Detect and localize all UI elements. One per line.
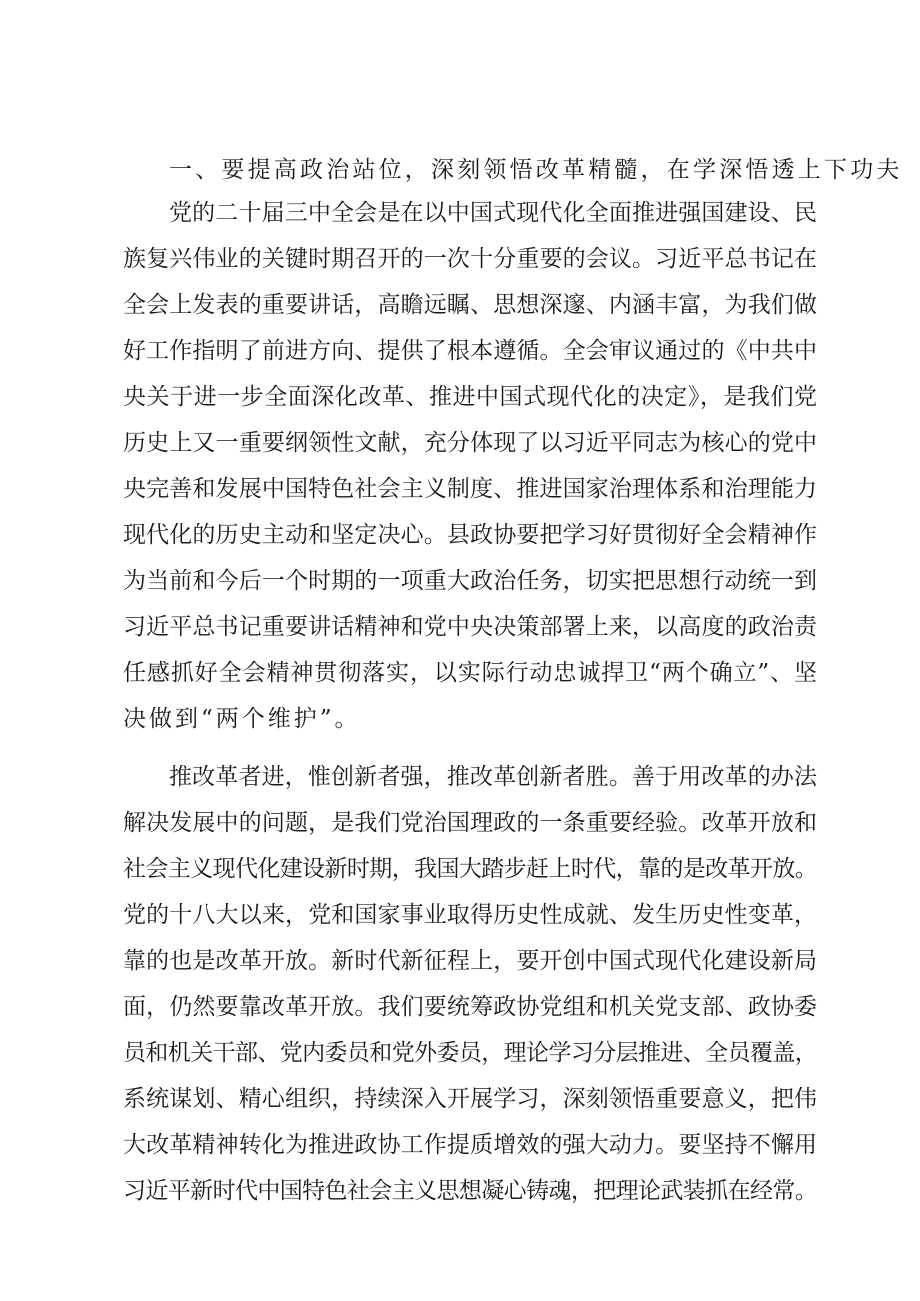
paragraph-1 — [123, 190, 817, 742]
paragraph-line: 习近平新时代中国特色社会主义思想凝心铸魂，把理论武装抓在经常。 — [123, 1178, 817, 1204]
paragraph-line: 全会上发表的重要讲话，高瞻远瞩、思想深邃、内涵丰富，为我们做 — [123, 292, 817, 318]
paragraph-2 — [123, 754, 817, 1214]
paragraph-line: 大改革精神转化为推进政协工作提质增效的强大动力。要坚持不懈用 — [123, 1132, 817, 1158]
paragraph-line: 为当前和今后一个时期的一项重大政治任务，切实把思想行动统一到 — [123, 568, 817, 594]
paragraph-line: 党的二十届三中全会是在以中国式现代化全面推进强国建设、民 — [169, 200, 817, 226]
paragraph-line: 决做到“两个维护”。 — [123, 706, 361, 732]
paragraph-line: 系统谋划、精心组织，持续深入开展学习，深刻领悟重要意义，把伟 — [123, 1086, 817, 1112]
paragraph-line: 员和机关干部、党内委员和党外委员，理论学习分层推进、全员覆盖， — [123, 1040, 817, 1066]
paragraph-line: 习近平总书记重要讲话精神和党中央决策部署上来，以高度的政治责 — [123, 614, 817, 640]
paragraph-line: 好工作指明了前进方向、提供了根本遵循。全会审议通过的《中共中 — [123, 338, 817, 364]
paragraph-line: 面，仍然要靠改革开放。我们要统筹政协党组和机关党支部、政协委 — [123, 994, 817, 1020]
paragraph-line: 社会主义现代化建设新时期，我国大踏步赶上时代，靠的是改革开放。 — [123, 856, 817, 882]
paragraph-line: 党的十八大以来，党和国家事业取得历史性成就、发生历史性变革， — [123, 902, 817, 928]
paragraph-line: 任感抓好全会精神贯彻落实，以实际行动忠诚捍卫“两个确立”、坚 — [123, 660, 817, 686]
paragraph-line: 央完善和发展中国特色社会主义制度、推进国家治理体系和治理能力 — [123, 476, 817, 502]
paragraph-line: 推改革者进，惟创新者强，推改革创新者胜。善于用改革的办法 — [169, 764, 817, 790]
paragraph-line: 央关于进一步全面深化改革、推进中国式现代化的决定》，是我们党 — [123, 384, 817, 410]
paragraph-line: 靠的也是改革开放。新时代新征程上，要开创中国式现代化建设新局 — [123, 948, 817, 974]
paragraph-line: 族复兴伟业的关键时期召开的一次十分重要的会议。习近平总书记在 — [123, 246, 817, 272]
document-body — [123, 150, 903, 1214]
section-heading: 一、要提高政治站位，深刻领悟改革精髓，在学深悟透上下功夫 — [169, 157, 903, 183]
paragraph-line: 解决发展中的问题，是我们党治国理政的一条重要经验。改革开放和 — [123, 810, 817, 836]
paragraph-line: 历史上又一重要纲领性文献，充分体现了以习近平同志为核心的党中 — [123, 430, 817, 456]
paragraph-line: 现代化的历史主动和坚定决心。县政协要把学习好贯彻好全会精神作 — [123, 522, 817, 548]
